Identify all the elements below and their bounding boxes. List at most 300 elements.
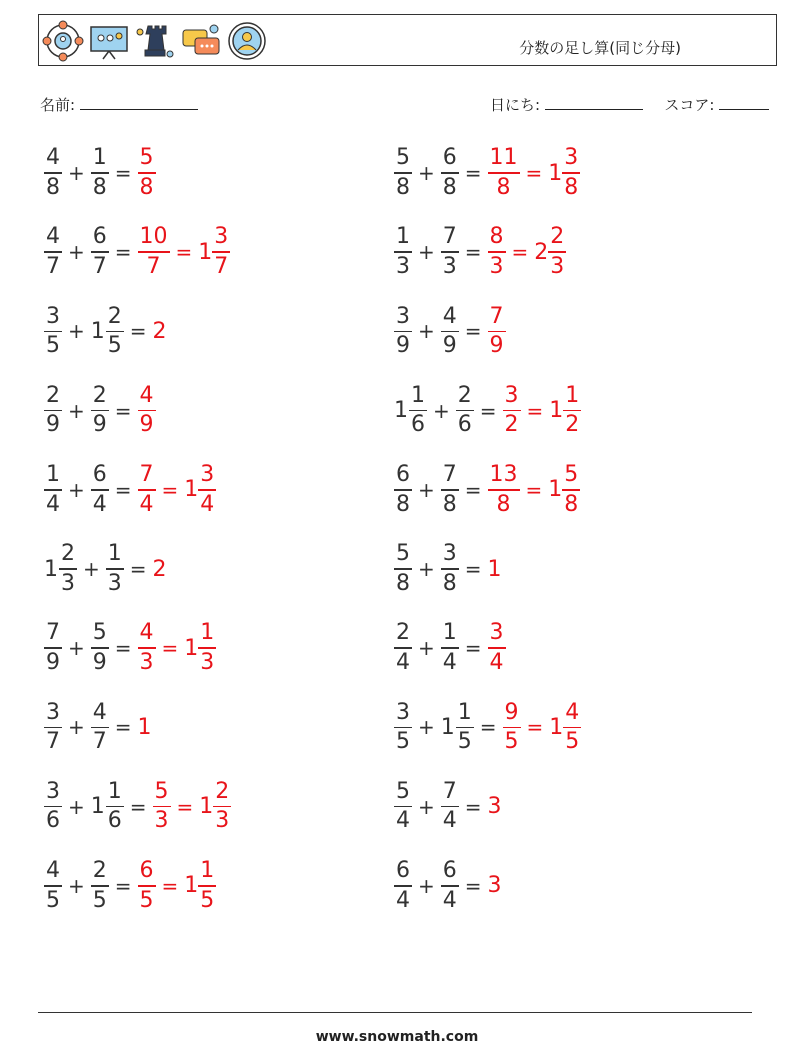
whole-number: 1 bbox=[184, 477, 199, 503]
denominator: 7 bbox=[92, 729, 107, 755]
numerator: 1 bbox=[46, 462, 60, 488]
fraction bbox=[456, 699, 474, 755]
problem-2 bbox=[394, 143, 580, 203]
people-network-icon bbox=[42, 20, 84, 62]
plus-sign: + bbox=[68, 398, 85, 423]
numerator: 2 bbox=[107, 303, 122, 329]
fraction bbox=[59, 543, 77, 595]
fraction bbox=[153, 778, 171, 834]
numerator: 3 bbox=[442, 541, 457, 567]
denominator: 4 bbox=[396, 808, 410, 834]
answer bbox=[138, 622, 217, 674]
whole-number: 1 bbox=[548, 160, 563, 186]
problem-19 bbox=[44, 856, 216, 916]
equals-sign: = bbox=[479, 398, 497, 423]
numerator: 4 bbox=[442, 303, 457, 329]
whole-number: 1 bbox=[44, 556, 58, 582]
numerator: 3 bbox=[214, 224, 229, 250]
numerator: 9 bbox=[504, 699, 519, 725]
numerator: 5 bbox=[396, 778, 410, 804]
fraction bbox=[91, 147, 109, 199]
date-blank bbox=[545, 95, 643, 110]
numerator: 4 bbox=[565, 699, 580, 725]
denominator: 4 bbox=[200, 491, 215, 517]
whole-number: 1 bbox=[487, 556, 502, 582]
fraction bbox=[456, 382, 474, 438]
denominator: 6 bbox=[46, 808, 60, 834]
numerator: 4 bbox=[46, 224, 60, 250]
whole-number: 2 bbox=[152, 318, 167, 344]
equals-sign: = bbox=[161, 636, 179, 661]
fraction bbox=[138, 622, 156, 674]
whole-number: 1 bbox=[199, 794, 214, 820]
plus-sign: + bbox=[418, 319, 435, 344]
numerator: 7 bbox=[442, 462, 457, 488]
plus-sign: + bbox=[68, 794, 85, 819]
equals-sign: = bbox=[114, 715, 132, 740]
answer bbox=[138, 860, 217, 912]
numerator: 3 bbox=[396, 699, 410, 725]
whole-number: 3 bbox=[487, 794, 502, 820]
fraction bbox=[91, 860, 109, 912]
answer bbox=[488, 557, 502, 582]
numerator: 1 bbox=[457, 699, 472, 725]
equals-sign: = bbox=[464, 161, 482, 185]
plus-sign: + bbox=[68, 636, 85, 661]
denominator: 8 bbox=[442, 174, 457, 200]
fraction bbox=[441, 147, 459, 199]
denominator: 9 bbox=[46, 412, 60, 438]
denominator: 9 bbox=[489, 333, 504, 359]
answer bbox=[138, 226, 231, 278]
whole-number: 1 bbox=[184, 873, 199, 899]
numerator: 3 bbox=[396, 303, 410, 329]
fraction bbox=[44, 778, 62, 834]
numerator: 5 bbox=[396, 541, 410, 567]
fraction bbox=[563, 382, 581, 438]
fraction bbox=[563, 699, 581, 755]
numerator: 6 bbox=[442, 145, 457, 171]
denominator: 5 bbox=[46, 333, 60, 359]
problem-11 bbox=[44, 539, 167, 599]
answer bbox=[488, 873, 502, 898]
denominator: 3 bbox=[154, 808, 169, 834]
equals-sign: = bbox=[114, 477, 132, 502]
fraction bbox=[106, 543, 124, 595]
denominator: 3 bbox=[396, 253, 410, 279]
presentation-board-icon bbox=[88, 20, 130, 62]
fraction bbox=[106, 303, 124, 359]
numerator: 5 bbox=[92, 620, 107, 646]
denominator: 7 bbox=[46, 253, 60, 279]
denominator: 5 bbox=[396, 729, 410, 755]
numerator: 8 bbox=[489, 224, 504, 250]
problem-17 bbox=[44, 777, 231, 837]
problem-3 bbox=[44, 222, 230, 282]
plus-sign: + bbox=[68, 161, 85, 185]
answer bbox=[138, 147, 156, 199]
plus-sign: + bbox=[418, 873, 435, 898]
fraction bbox=[198, 860, 216, 912]
numerator: 3 bbox=[46, 303, 60, 329]
problem-14 bbox=[394, 618, 506, 678]
name-blank bbox=[80, 95, 198, 110]
fraction bbox=[138, 382, 156, 438]
numerator: 4 bbox=[46, 145, 60, 171]
equals-sign: = bbox=[176, 794, 194, 819]
numerator: 4 bbox=[139, 620, 154, 646]
answer bbox=[488, 464, 581, 516]
date-score-fields bbox=[490, 94, 769, 115]
denominator: 4 bbox=[489, 649, 504, 675]
fraction bbox=[394, 226, 412, 278]
numerator: 1 bbox=[396, 224, 410, 250]
denominator: 7 bbox=[214, 253, 229, 279]
fraction bbox=[44, 860, 62, 912]
numerator: 2 bbox=[46, 382, 60, 408]
denominator: 3 bbox=[489, 253, 504, 279]
fraction bbox=[91, 699, 109, 755]
denominator: 8 bbox=[139, 174, 154, 200]
numerator: 10 bbox=[139, 224, 168, 250]
denominator: 2 bbox=[504, 412, 519, 438]
denominator: 3 bbox=[61, 570, 75, 596]
footer-url: www.snowmath.com bbox=[315, 1029, 479, 1045]
problem-16 bbox=[394, 697, 581, 757]
fraction bbox=[394, 147, 412, 199]
whole-number: 1 bbox=[184, 635, 199, 661]
denominator: 4 bbox=[139, 491, 154, 517]
denominator: 6 bbox=[457, 412, 472, 438]
denominator: 3 bbox=[442, 253, 457, 279]
plus-sign: + bbox=[418, 557, 435, 581]
denominator: 4 bbox=[396, 649, 410, 675]
numerator: 6 bbox=[442, 858, 457, 884]
fraction bbox=[44, 622, 62, 674]
numerator: 2 bbox=[457, 382, 472, 408]
denominator: 8 bbox=[396, 491, 410, 517]
plus-sign: + bbox=[68, 240, 85, 265]
whole-number: 2 bbox=[152, 556, 167, 582]
fraction bbox=[198, 464, 216, 516]
fraction bbox=[106, 778, 124, 834]
answer bbox=[503, 382, 582, 438]
fraction bbox=[409, 382, 427, 438]
problem-15 bbox=[44, 697, 152, 757]
plus-sign: + bbox=[68, 319, 85, 344]
fraction bbox=[138, 860, 156, 912]
plus-sign: + bbox=[433, 398, 450, 423]
equals-sign: = bbox=[129, 319, 147, 344]
plus-sign: + bbox=[68, 873, 85, 898]
denominator: 5 bbox=[200, 887, 215, 913]
date-label: 日にち: bbox=[490, 96, 541, 114]
fraction bbox=[488, 303, 506, 359]
answer bbox=[138, 382, 156, 438]
denominator: 8 bbox=[442, 491, 457, 517]
numerator: 2 bbox=[215, 778, 230, 804]
whole-number: 1 bbox=[549, 398, 564, 424]
numerator: 3 bbox=[504, 382, 519, 408]
chat-bubbles-icon bbox=[180, 20, 222, 62]
denominator: 3 bbox=[139, 649, 154, 675]
fraction bbox=[394, 622, 412, 674]
fraction bbox=[394, 860, 412, 912]
equals-sign: = bbox=[114, 636, 132, 661]
numerator: 3 bbox=[46, 699, 60, 725]
name-field bbox=[40, 94, 198, 115]
fraction bbox=[394, 303, 412, 359]
problem-1 bbox=[44, 143, 156, 203]
fraction bbox=[441, 860, 459, 912]
numerator: 4 bbox=[139, 382, 154, 408]
answer bbox=[488, 794, 502, 819]
plus-sign: + bbox=[418, 715, 435, 740]
numerator: 5 bbox=[154, 778, 169, 804]
fraction bbox=[503, 699, 521, 755]
problem-13 bbox=[44, 618, 216, 678]
plus-sign: + bbox=[418, 161, 435, 185]
equals-sign: = bbox=[114, 240, 132, 265]
fraction bbox=[91, 622, 109, 674]
fraction bbox=[488, 226, 506, 278]
problem-6 bbox=[394, 301, 506, 361]
numerator: 1 bbox=[92, 145, 107, 171]
fraction bbox=[562, 147, 580, 199]
denominator: 8 bbox=[496, 174, 511, 200]
numerator: 13 bbox=[489, 462, 518, 488]
equals-sign: = bbox=[525, 477, 543, 502]
whole-number: 1 bbox=[198, 239, 213, 265]
fraction bbox=[212, 226, 230, 278]
denominator: 9 bbox=[46, 649, 60, 675]
fraction bbox=[562, 464, 580, 516]
denominator: 3 bbox=[107, 570, 122, 596]
fraction bbox=[488, 147, 520, 199]
problem-9 bbox=[44, 460, 216, 520]
fraction bbox=[91, 226, 109, 278]
header-box bbox=[38, 14, 777, 66]
answer bbox=[153, 778, 232, 834]
answer bbox=[138, 715, 152, 740]
numerator: 2 bbox=[396, 620, 410, 646]
fraction bbox=[488, 464, 520, 516]
answer bbox=[503, 699, 582, 755]
plus-sign: + bbox=[83, 557, 100, 581]
plus-sign: + bbox=[418, 636, 435, 661]
numerator: 3 bbox=[46, 778, 60, 804]
fraction bbox=[394, 464, 412, 516]
numerator: 3 bbox=[489, 620, 504, 646]
fraction bbox=[44, 226, 62, 278]
denominator: 4 bbox=[396, 887, 410, 913]
numerator: 1 bbox=[200, 858, 215, 884]
denominator: 7 bbox=[146, 253, 161, 279]
denominator: 8 bbox=[564, 174, 579, 200]
denominator: 9 bbox=[92, 649, 107, 675]
problem-7 bbox=[44, 381, 156, 441]
denominator: 5 bbox=[504, 729, 519, 755]
numerator: 7 bbox=[489, 303, 504, 329]
fraction bbox=[44, 147, 62, 199]
score-label: スコア: bbox=[664, 96, 715, 114]
equals-sign: = bbox=[464, 240, 482, 265]
denominator: 8 bbox=[496, 491, 511, 517]
problem-10 bbox=[394, 460, 580, 520]
denominator: 9 bbox=[396, 333, 410, 359]
plus-sign: + bbox=[418, 477, 435, 502]
numerator: 1 bbox=[565, 382, 580, 408]
plus-sign: + bbox=[68, 477, 85, 502]
denominator: 8 bbox=[564, 491, 579, 517]
denominator: 5 bbox=[92, 887, 107, 913]
whole-number: 1 bbox=[440, 714, 455, 740]
numerator: 5 bbox=[396, 145, 410, 171]
user-target-icon bbox=[226, 20, 268, 62]
problem-12 bbox=[394, 539, 502, 599]
numerator: 6 bbox=[92, 224, 107, 250]
numerator: 7 bbox=[442, 224, 457, 250]
denominator: 8 bbox=[396, 174, 410, 200]
denominator: 9 bbox=[139, 412, 154, 438]
score-blank bbox=[719, 95, 769, 110]
denominator: 3 bbox=[200, 649, 215, 675]
fraction bbox=[488, 622, 506, 674]
answer bbox=[488, 226, 567, 278]
whole-number: 1 bbox=[394, 398, 408, 424]
denominator: 4 bbox=[92, 491, 107, 517]
denominator: 5 bbox=[565, 729, 580, 755]
numerator: 1 bbox=[411, 382, 425, 408]
numerator: 4 bbox=[92, 699, 107, 725]
numerator: 1 bbox=[107, 778, 122, 804]
problem-20 bbox=[394, 856, 502, 916]
answer bbox=[488, 622, 506, 674]
plus-sign: + bbox=[68, 715, 85, 740]
equals-sign: = bbox=[464, 873, 482, 898]
equals-sign: = bbox=[479, 715, 497, 740]
fraction bbox=[441, 226, 459, 278]
whole-number: 3 bbox=[487, 873, 502, 899]
numerator: 7 bbox=[442, 778, 457, 804]
answer bbox=[153, 557, 167, 582]
equals-sign: = bbox=[511, 240, 529, 265]
denominator: 5 bbox=[457, 729, 472, 755]
denominator: 7 bbox=[92, 253, 107, 279]
equals-sign: = bbox=[129, 794, 147, 819]
numerator: 7 bbox=[46, 620, 60, 646]
numerator: 2 bbox=[550, 224, 565, 250]
equals-sign: = bbox=[114, 398, 132, 423]
numerator: 4 bbox=[46, 858, 60, 884]
whole-number: 1 bbox=[137, 714, 152, 740]
whole-number: 1 bbox=[549, 714, 564, 740]
chess-rook-icon bbox=[134, 20, 176, 62]
fraction bbox=[138, 464, 156, 516]
denominator: 6 bbox=[411, 412, 425, 438]
equals-sign: = bbox=[526, 715, 544, 740]
equals-sign: = bbox=[464, 794, 482, 819]
numerator: 1 bbox=[107, 541, 122, 567]
denominator: 3 bbox=[550, 253, 565, 279]
worksheet-title: 分数の足し算(同じ分母) bbox=[519, 39, 681, 57]
fraction bbox=[441, 543, 459, 595]
numerator: 6 bbox=[92, 462, 107, 488]
denominator: 8 bbox=[442, 570, 457, 596]
fraction bbox=[394, 543, 412, 595]
problem-5 bbox=[44, 301, 167, 361]
numerator: 1 bbox=[200, 620, 215, 646]
whole-number: 2 bbox=[534, 239, 549, 265]
whole-number: 1 bbox=[90, 794, 105, 820]
numerator: 6 bbox=[396, 462, 410, 488]
equals-sign: = bbox=[525, 161, 543, 185]
answer bbox=[138, 464, 217, 516]
denominator: 4 bbox=[46, 491, 60, 517]
denominator: 8 bbox=[396, 570, 410, 596]
equals-sign: = bbox=[526, 398, 544, 423]
fraction bbox=[503, 382, 521, 438]
fraction bbox=[138, 147, 156, 199]
numerator: 2 bbox=[92, 858, 107, 884]
numerator: 11 bbox=[489, 145, 518, 171]
fraction bbox=[91, 382, 109, 438]
numerator: 6 bbox=[139, 858, 154, 884]
footer-divider bbox=[38, 1012, 752, 1013]
whole-number: 1 bbox=[90, 318, 105, 344]
header-icons bbox=[42, 20, 268, 62]
fraction bbox=[441, 778, 459, 834]
numerator: 1 bbox=[442, 620, 457, 646]
name-label: 名前: bbox=[40, 96, 76, 114]
answer bbox=[153, 319, 167, 344]
denominator: 5 bbox=[46, 887, 60, 913]
denominator: 9 bbox=[92, 412, 107, 438]
fraction bbox=[441, 464, 459, 516]
denominator: 6 bbox=[107, 808, 122, 834]
fraction bbox=[91, 464, 109, 516]
numerator: 6 bbox=[396, 858, 410, 884]
fraction bbox=[394, 778, 412, 834]
fraction bbox=[44, 382, 62, 438]
answer bbox=[488, 147, 581, 199]
denominator: 8 bbox=[46, 174, 60, 200]
fraction bbox=[394, 699, 412, 755]
fraction bbox=[548, 226, 566, 278]
denominator: 8 bbox=[92, 174, 107, 200]
denominator: 9 bbox=[442, 333, 457, 359]
problem-4 bbox=[394, 222, 566, 282]
equals-sign: = bbox=[464, 319, 482, 344]
numerator: 2 bbox=[92, 382, 107, 408]
answer bbox=[488, 303, 506, 359]
denominator: 4 bbox=[442, 808, 457, 834]
equals-sign: = bbox=[464, 557, 482, 581]
equals-sign: = bbox=[464, 477, 482, 502]
problem-18 bbox=[394, 777, 502, 837]
denominator: 3 bbox=[215, 808, 230, 834]
fraction bbox=[138, 226, 170, 278]
problem-8 bbox=[394, 381, 581, 441]
whole-number: 1 bbox=[548, 477, 563, 503]
equals-sign: = bbox=[129, 557, 147, 581]
fraction bbox=[441, 303, 459, 359]
denominator: 5 bbox=[107, 333, 122, 359]
fraction bbox=[198, 622, 216, 674]
fraction bbox=[44, 464, 62, 516]
equals-sign: = bbox=[175, 240, 193, 265]
denominator: 5 bbox=[139, 887, 154, 913]
